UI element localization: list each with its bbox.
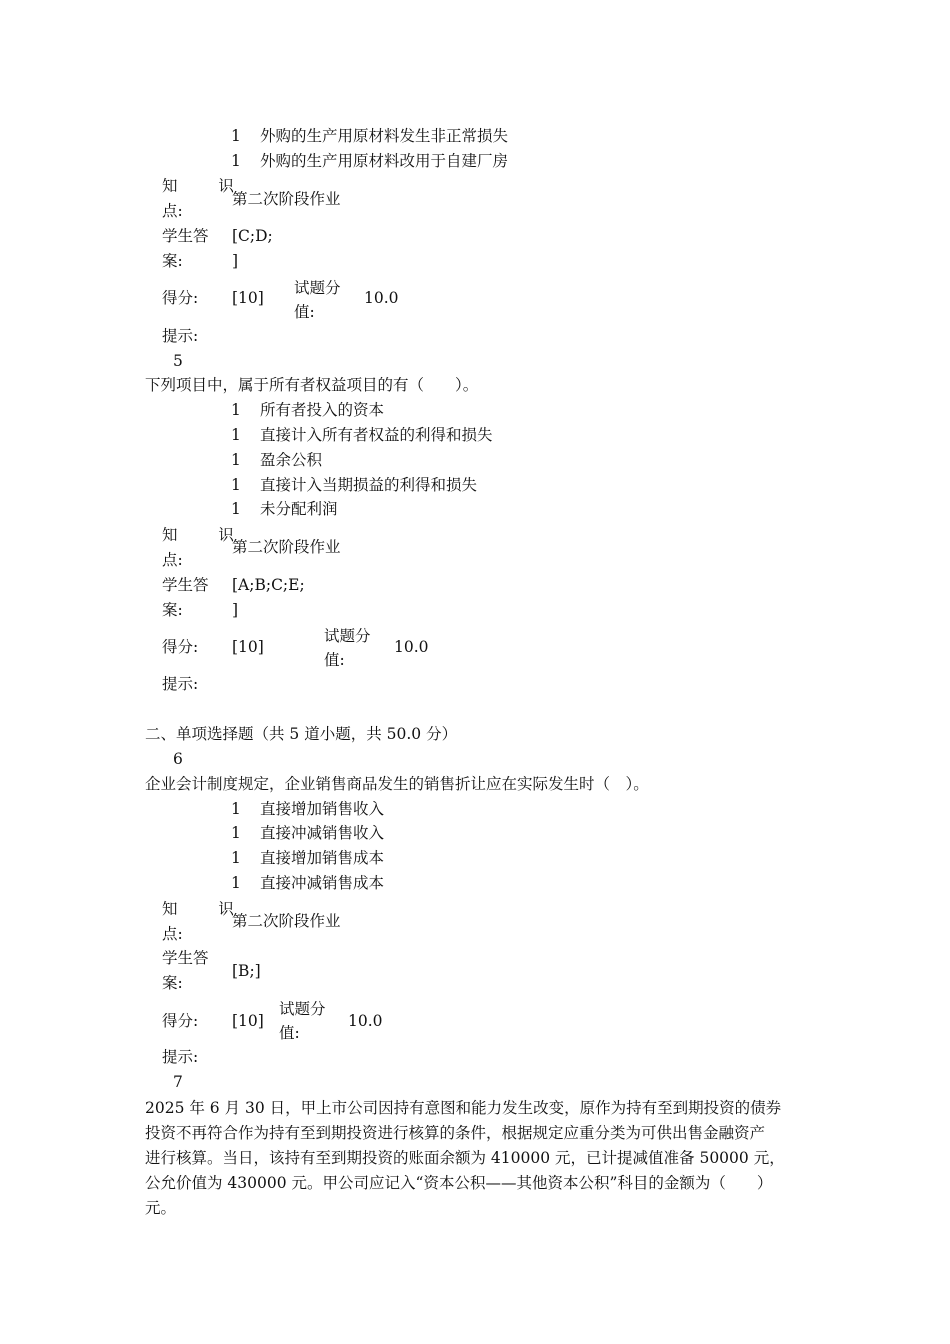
option-text: 未分配利润 xyxy=(260,500,338,518)
question-stem: 企业会计制度规定，企业销售商品发生的销售折让应在实际发生时（ ）。 xyxy=(145,775,649,793)
question-value-label-cont: 值: xyxy=(294,303,315,321)
knowledge-value: 第二次阶段作业 xyxy=(232,190,341,208)
option-text: 外购的生产用原材料改用于自建厂房 xyxy=(260,152,509,170)
option-text: 直接计入所有者权益的利得和损失 xyxy=(260,426,493,444)
answer-label-cont: 案: xyxy=(162,252,183,270)
question-value-label-cont: 值: xyxy=(279,1024,300,1042)
answer-label-cont: 案: xyxy=(162,974,183,992)
hint-label: 提示: xyxy=(162,1048,199,1066)
score-label: 得分: xyxy=(162,1012,199,1030)
section-title: 二、单项选择题（共 5 道小题，共 50.0 分） xyxy=(145,725,458,743)
score-label: 得分: xyxy=(162,289,199,307)
score-value: [10] xyxy=(232,1012,264,1030)
option-number: 1 xyxy=(231,824,241,842)
stem-line: 投资不再符合作为持有至到期投资进行核算的条件，根据规定应重分类为可供出售金融资产 xyxy=(145,1124,766,1142)
option-text: 直接计入当期损益的利得和损失 xyxy=(260,476,478,494)
knowledge-label: 知 识 xyxy=(162,177,252,195)
option-text: 外购的生产用原材料发生非正常损失 xyxy=(260,127,509,145)
stem-line: 元。 xyxy=(145,1199,177,1217)
score-value: [10] xyxy=(232,638,264,656)
score-value: [10] xyxy=(232,289,264,307)
answer-value: [A;B;C;E; xyxy=(232,576,305,594)
knowledge-value: 第二次阶段作业 xyxy=(232,912,341,930)
option-number: 1 xyxy=(231,874,241,892)
knowledge-label: 知 识 xyxy=(162,900,252,918)
stem-line: 进行核算。当日，该持有至到期投资的账面余额为 410000 元，已计提减值准备 50000 元， xyxy=(145,1149,785,1167)
hint-label: 提示: xyxy=(162,327,199,345)
option-number: 1 xyxy=(231,401,241,419)
question-value-label: 试题分 xyxy=(279,1000,326,1018)
knowledge-label-cont: 点: xyxy=(162,551,183,569)
question-number: 5 xyxy=(173,352,183,370)
option-number: 1 xyxy=(231,152,241,170)
option-number: 1 xyxy=(231,476,241,494)
answer-label-cont: 案: xyxy=(162,601,183,619)
question-stem: 下列项目中，属于所有者权益项目的有（ ）。 xyxy=(145,376,479,394)
stem-line: 2025 年 6 月 30 日，甲上市公司因持有意图和能力发生改变，原作为持有至到期投资的债券 xyxy=(145,1099,782,1117)
option-text: 直接冲减销售收入 xyxy=(260,824,385,842)
question-value: 10.0 xyxy=(394,638,429,656)
question-value-label: 试题分 xyxy=(294,279,341,297)
question-value: 10.0 xyxy=(364,289,399,307)
knowledge-label-cont: 点: xyxy=(162,202,183,220)
question-value-label-cont: 值: xyxy=(324,651,345,669)
option-number: 1 xyxy=(231,500,241,518)
question-value-label: 试题分 xyxy=(324,627,371,645)
answer-value-cont: ] xyxy=(232,252,239,270)
knowledge-label: 知 识 xyxy=(162,526,252,544)
option-number: 1 xyxy=(231,426,241,444)
option-text: 直接增加销售收入 xyxy=(260,800,385,818)
stem-line: 公允价值为 430000 元。甲公司应记入“资本公积——其他资本公积”科目的金额为（ ） xyxy=(145,1174,773,1192)
hint-label: 提示: xyxy=(162,675,199,693)
score-label: 得分: xyxy=(162,638,199,656)
question-number: 7 xyxy=(173,1073,183,1091)
option-text: 直接冲减销售成本 xyxy=(260,874,385,892)
answer-label: 学生答 xyxy=(162,227,209,245)
option-text: 盈余公积 xyxy=(260,451,323,469)
answer-value-cont: ] xyxy=(232,601,239,619)
option-number: 1 xyxy=(231,800,241,818)
knowledge-value: 第二次阶段作业 xyxy=(232,538,341,556)
option-number: 1 xyxy=(231,451,241,469)
question-value: 10.0 xyxy=(348,1012,383,1030)
answer-label: 学生答 xyxy=(162,576,209,594)
option-text: 直接增加销售成本 xyxy=(260,849,385,867)
option-text: 所有者投入的资本 xyxy=(260,401,385,419)
option-number: 1 xyxy=(231,849,241,867)
knowledge-label-cont: 点: xyxy=(162,925,183,943)
question-number: 6 xyxy=(173,750,183,768)
option-number: 1 xyxy=(231,127,241,145)
answer-label: 学生答 xyxy=(162,949,209,967)
answer-value: [B;] xyxy=(232,962,261,980)
answer-value: [C;D; xyxy=(232,227,273,245)
